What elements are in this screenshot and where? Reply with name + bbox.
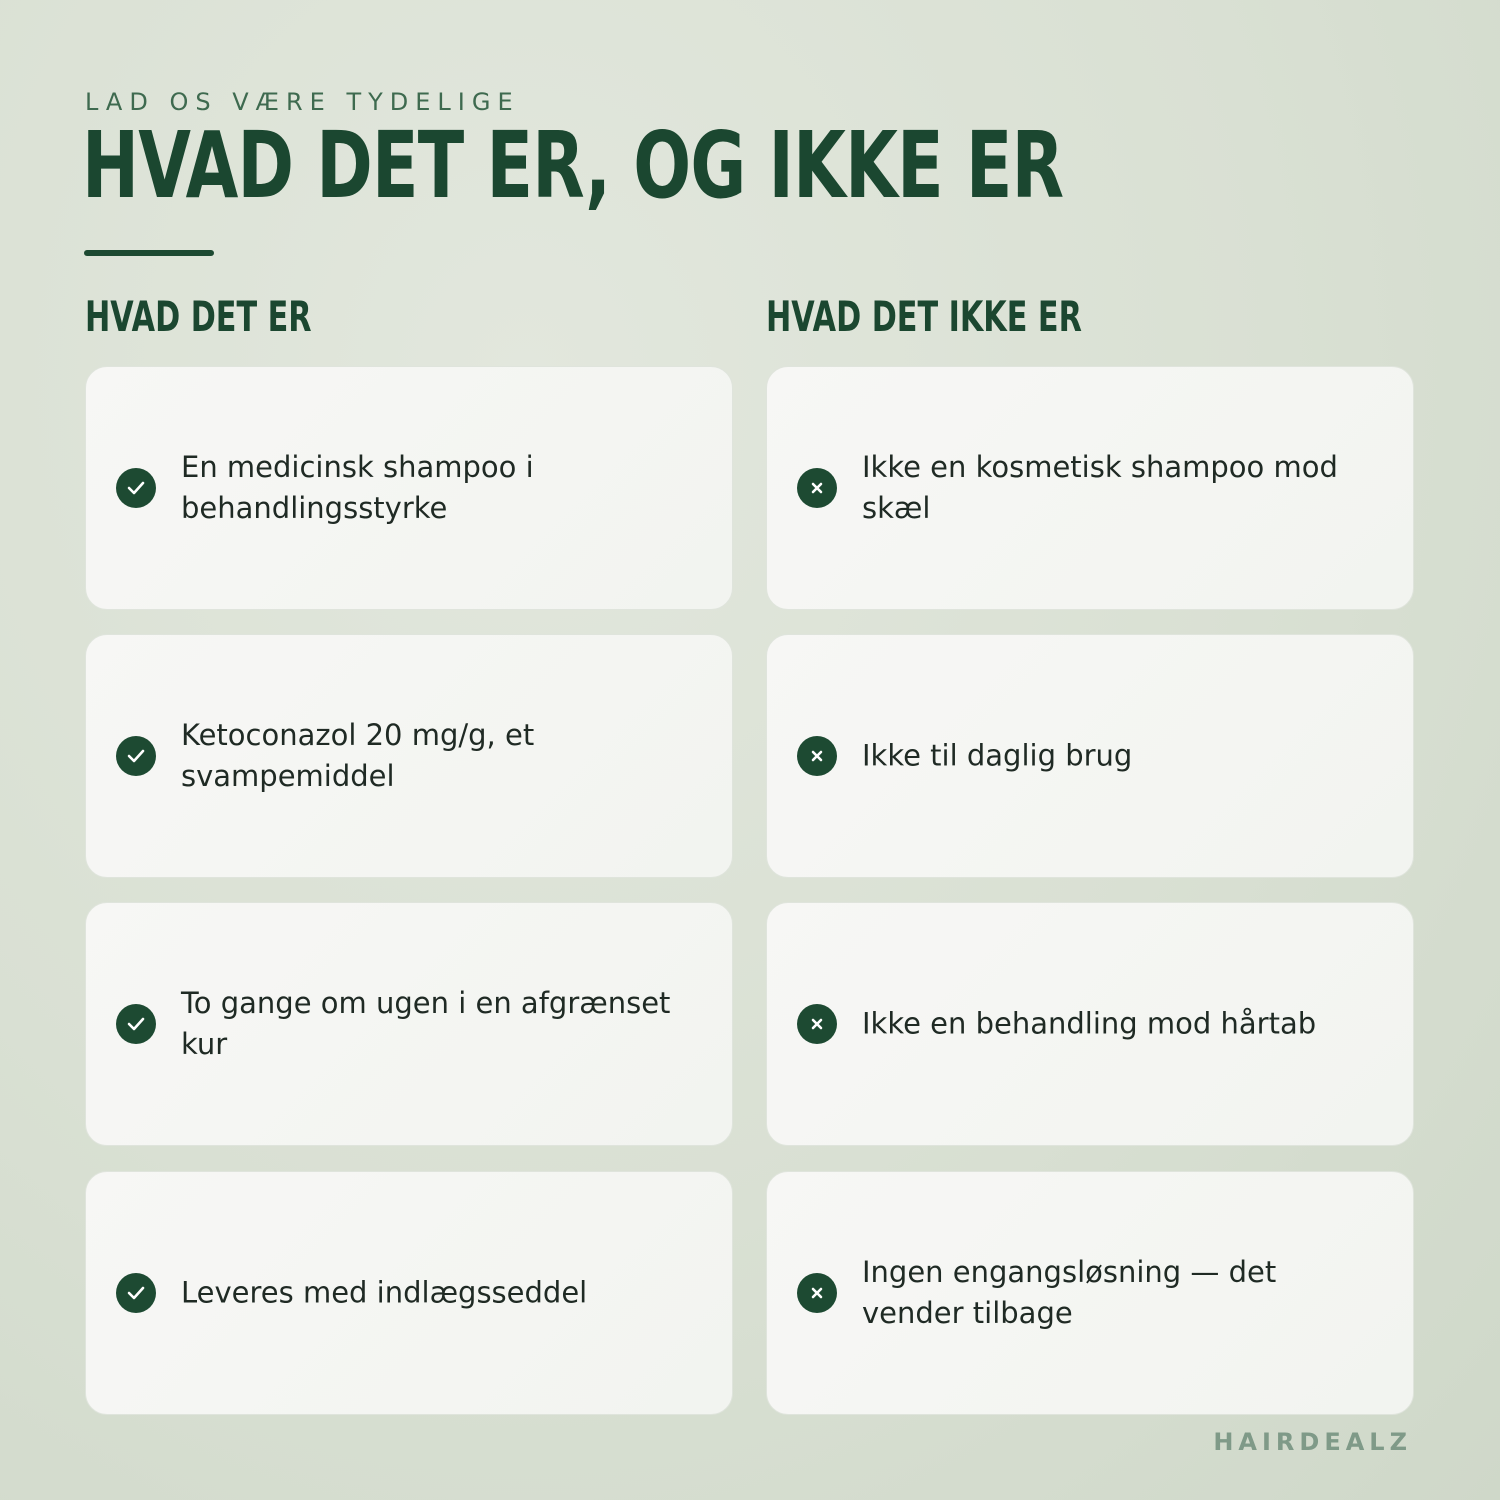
x-icon [797,468,837,508]
card-text: Ketoconazol 20 mg/g, et svampemiddel [181,718,535,793]
check-icon [116,468,156,508]
page-title: HVAD DET ER, OG IKKE ER [82,112,1064,219]
card-is-1 [85,366,733,610]
card-text: To gange om ugen i en afgrænset kur [181,986,671,1061]
card-text: Ikke til daglig brug [862,738,1133,773]
x-icon [797,1273,837,1313]
x-icon [797,736,837,776]
card-is-not-2 [766,634,1414,878]
card-text: Ikke en behandling mod hårtab [862,1006,1317,1041]
card-text: En medicinsk shampoo i behandlingsstyrke [181,450,534,525]
card-is-not-1 [766,366,1414,610]
check-icon [116,1273,156,1313]
card-is-3 [85,902,733,1146]
check-icon [116,1004,156,1044]
eyebrow-label: LAD OS VÆRE TYDELIGE [85,88,520,116]
card-is-not-4 [766,1171,1414,1415]
card-is-not-3 [766,902,1414,1146]
card-text: Leveres med indlægsseddel [181,1275,588,1310]
card-text: Ingen engangsløsning — det vender tilbage [862,1255,1277,1330]
title-divider [84,250,214,256]
brand-logo: HAIRDEALZ [1213,1428,1412,1456]
card-text: Ikke en kosmetisk shampoo mod skæl [862,450,1338,525]
card-is-4 [85,1171,733,1415]
check-icon [116,736,156,776]
column-heading-is: HVAD DET ER [85,292,312,341]
card-is-2 [85,634,733,878]
x-icon [797,1004,837,1044]
column-heading-is-not: HVAD DET IKKE ER [766,292,1082,341]
